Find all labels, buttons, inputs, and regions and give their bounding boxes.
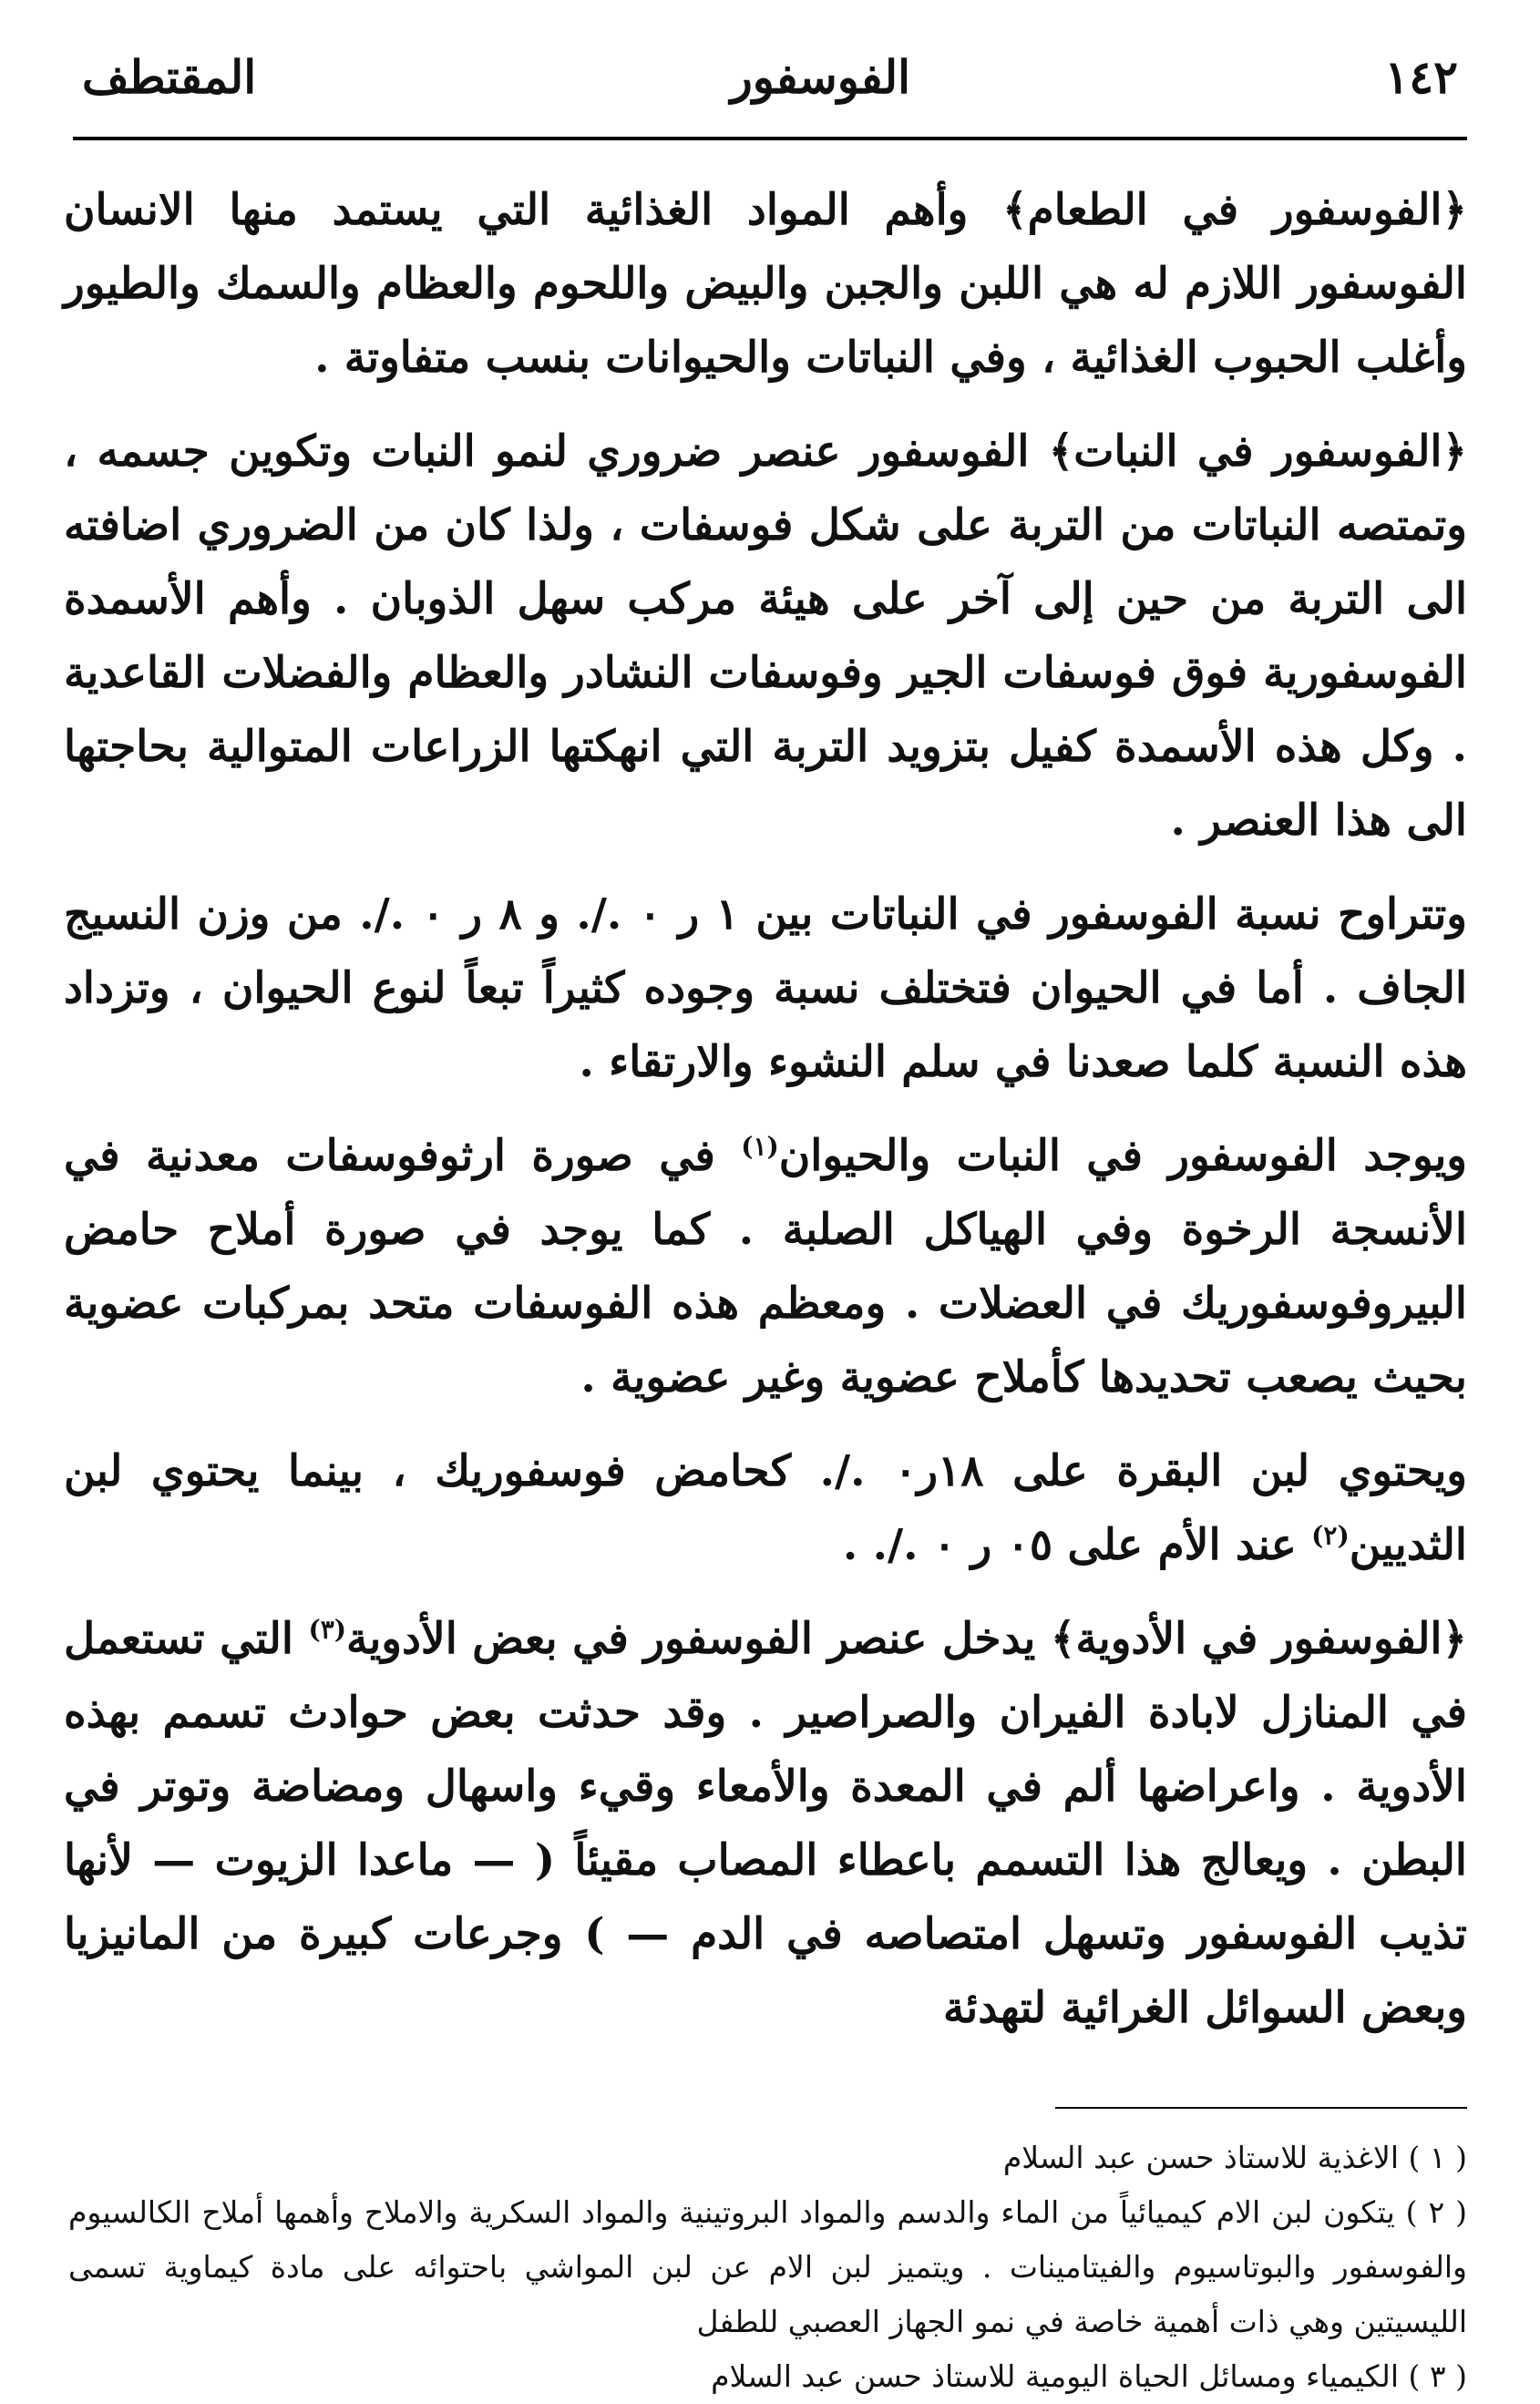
paragraph-forms (64, 1119, 1467, 1414)
subheading-medicine: ﴿الفوسفور في الأدوية﴾ (1050, 1614, 1468, 1664)
subheading-food: ﴿الفوسفور في الطعام﴾ (1002, 185, 1467, 235)
footnote-rule (1055, 2107, 1467, 2109)
paragraph-text-cont: في صورة ارثوفوسفات معدنية في الأنسجة الرخوة وفي الهياكل الصلبة . كما يوجد في صورة أملاح حامض البيروفوسفوريك في العضلات . ومعظم هذه الفوسفات متحد بمركبات عضوية بحيث يصعب تحديدها كأملاح عضوية وغير عضوية . (64, 1131, 1467, 1402)
footnote-ref-3[interactable]: (٣) (308, 1614, 346, 1645)
paragraph-text: وتتراوح نسبة الفوسفور في النباتات بين ١ ر ٠ ./. و ٨ ر ٠ ./. من وزن النسيج الجاف . أما في الحيوان فتختلف نسبة وجوده كثيراً تبعاً لنوع الحيوان ، وتزداد هذه النسبة كلما صعدنا في سلم النشوء والارتقاء . (64, 889, 1467, 1087)
paragraph-plant (64, 415, 1467, 858)
header-rule (73, 137, 1467, 140)
page-header (82, 40, 1458, 113)
footnote-2: ( ٢ ) يتكون لبن الام كيميائياً من الماء والدسم والمواد البروتينية والمواد السكرية والاملاح وأهمها أملاح الكالسيوم والفوسفور والبوتاسيوم والفيتامينات . ويتميز لبن الام عن لبن المواشي باحتوائه على مادة كيماوية تسمى الليسيتين وهي ذات أهمية خاصة في نمو الجهاز العصبي للطفل (68, 2194, 1467, 2339)
article-body (64, 173, 1467, 2065)
paragraph-text: ويوجد الفوسفور في النبات والحيوان (778, 1131, 1467, 1181)
paragraph-text-cont: عند الأم على ٠٥ ر ٠ ./. . (842, 1520, 1312, 1570)
page-number: ١٤٢ (1384, 49, 1458, 104)
paragraph-text: يدخل عنصر الفوسفور في بعض الأدوية (346, 1614, 1051, 1664)
paragraph-medicine (64, 1602, 1467, 2045)
footnote-ref-2[interactable]: (٢) (1311, 1520, 1350, 1551)
footnotes (68, 2131, 1467, 2404)
footnote-3: ( ٣ ) الكيمياء ومسائل الحياة اليومية للاستاذ حسن عبد السلام (711, 2358, 1467, 2394)
subheading-plant: ﴿الفوسفور في النبات﴾ (1048, 426, 1467, 477)
paragraph-text: الفوسفور عنصر ضروري لنمو النبات وتكوين جسمه ، وتمتصه النباتات من التربة على شكل فوسفات ، ولذا كان من الضروري اضافته الى التربة من حين إلى آخر على هيئة مركب سهل الذوبان . وأهم الأسمدة الفوسفورية فوق فوسفات الجير وفوسفات النشادر والعظام والفضلات القاعدية . وكل هذه الأسمدة كفيل بتزويد التربة التي انهكتها الزراعات المتوالية بحاجتها الى هذا العنصر . (64, 426, 1467, 846)
running-title: الفوسفور (730, 49, 911, 104)
paragraph-text-cont: التي تستعمل في المنازل لابادة الفيران والصراصير . وقد حدثت بعض حوادث تسمم بهذه الأدوية . واعراضها ألم في المعدة والأمعاء وقيء واسهال ومضاضة وتوتر في البطن . ويعالج هذا التسمم باعطاء المصاب مقيئاً ( — ماعدا الزيوت — لأنها تذيب الفوسفور وتسهل امتصاصه في الدم — ) وجرعات كبيرة من المانيزيا وبعض السوائل الغرائية لتهدئة (64, 1614, 1467, 2033)
paragraph-text: وأهم المواد الغذائية التي يستمد منها الانسان الفوسفور اللازم له هي اللبن والجبن والبيض واللحوم والعظام والسمك والطيور وأغلب الحبوب الغذائية ، وفي النباتات والحيوانات بنسب متفاوتة . (64, 185, 1467, 383)
paragraph-ratio (64, 878, 1467, 1099)
footnote-1: ( ١ ) الاغذية للاستاذ حسن عبد السلام (1002, 2140, 1467, 2175)
paragraph-text: ويحتوي لبن البقرة على ١٨ر٠ ./. كحامض فوسفوريك ، بينما يحتوي لبن الثديين (64, 1446, 1467, 1570)
magazine-name: المقتطف (82, 49, 257, 104)
paragraph-milk (64, 1434, 1467, 1582)
paragraph-food (64, 173, 1467, 395)
footnote-ref-1[interactable]: (١) (741, 1131, 779, 1162)
